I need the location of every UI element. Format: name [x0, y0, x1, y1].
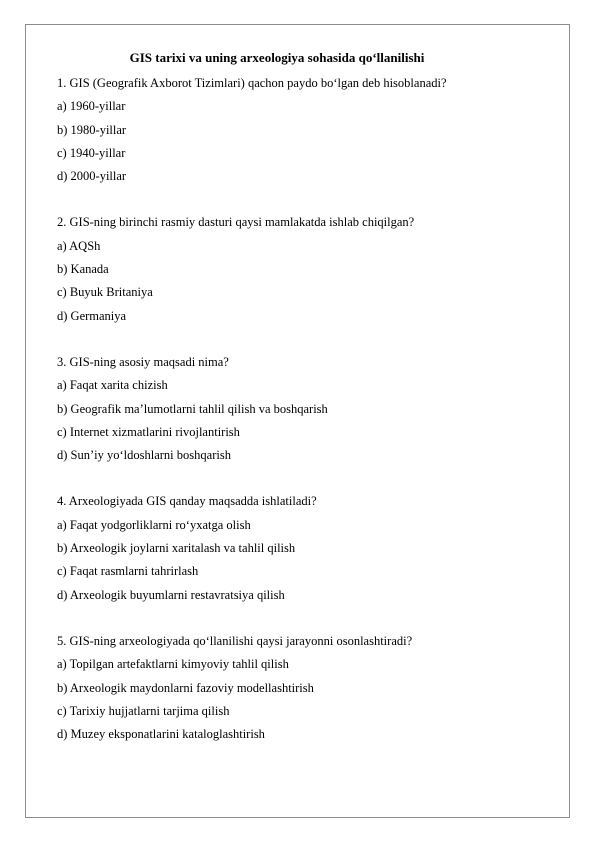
answer-option-a: a) Faqat yodgorliklarni ro‘yxatga olish [57, 517, 251, 532]
question-block-4 [57, 490, 557, 606]
document-title: GIS tarixi va uning arxeologiya sohasida qo‘llanilishi [129, 50, 425, 65]
answer-option-b: b) 1980-yillar [57, 122, 127, 137]
answer-option-b: b) Arxeologik maydonlarni fazoviy modellashtirish [57, 680, 314, 695]
answer-option-b: b) Arxeologik joylarni xaritalash va tahlil qilish [57, 541, 296, 556]
answer-option-c: c) Internet xizmatlarini rivojlantirish [57, 424, 240, 439]
question-block-1 [57, 72, 557, 188]
answer-option-a: a) Faqat xarita chizish [57, 378, 168, 393]
document-body [57, 50, 557, 769]
answer-option-a: a) Topilgan artefaktlarni kimyoviy tahlil qilish [57, 657, 289, 672]
answer-option-a: a) AQSh [57, 238, 101, 253]
answer-option-d: d) Muzey eksponatlarini kataloglashtirish [57, 727, 265, 742]
answer-option-c: c) Faqat rasmlarni tahrirlash [57, 564, 199, 579]
answer-option-d: d) Arxeologik buyumlarni restavratsiya qilish [57, 587, 285, 602]
question-text: 2. GIS-ning birinchi rasmiy dasturi qaysi mamlakatda ishlab chiqilgan? [57, 215, 415, 230]
question-block-5 [57, 630, 557, 746]
question-block-2 [57, 211, 557, 327]
question-text: 1. GIS (Geografik Axborot Tizimlari) qachon paydo bo‘lgan deb hisoblanadi? [57, 76, 447, 90]
answer-option-d: d) Sun’iy yo‘ldoshlarni boshqarish [57, 448, 231, 463]
question-text: 4. Arxeologiyada GIS qanday maqsadda ishlatiladi? [57, 494, 317, 509]
answer-option-b: b) Kanada [57, 262, 109, 277]
question-text: 3. GIS-ning asosiy maqsadi nima? [57, 354, 229, 369]
answer-option-c: c) Tarixiy hujjatlarni tarjima qilish [57, 703, 230, 718]
question-block-3 [57, 351, 557, 467]
answer-option-b: b) Geografik ma’lumotlarni tahlil qilish va boshqarish [57, 401, 328, 416]
answer-option-d: d) Germaniya [57, 308, 127, 323]
question-text: 5. GIS-ning arxeologiyada qo‘llanilishi qaysi jarayonni osonlashtiradi? [57, 633, 413, 648]
answer-option-c: c) 1940-yillar [57, 145, 126, 160]
answer-option-a: a) 1960-yillar [57, 99, 126, 114]
answer-option-c: c) Buyuk Britaniya [57, 285, 153, 300]
answer-option-d: d) 2000-yillar [57, 169, 127, 184]
